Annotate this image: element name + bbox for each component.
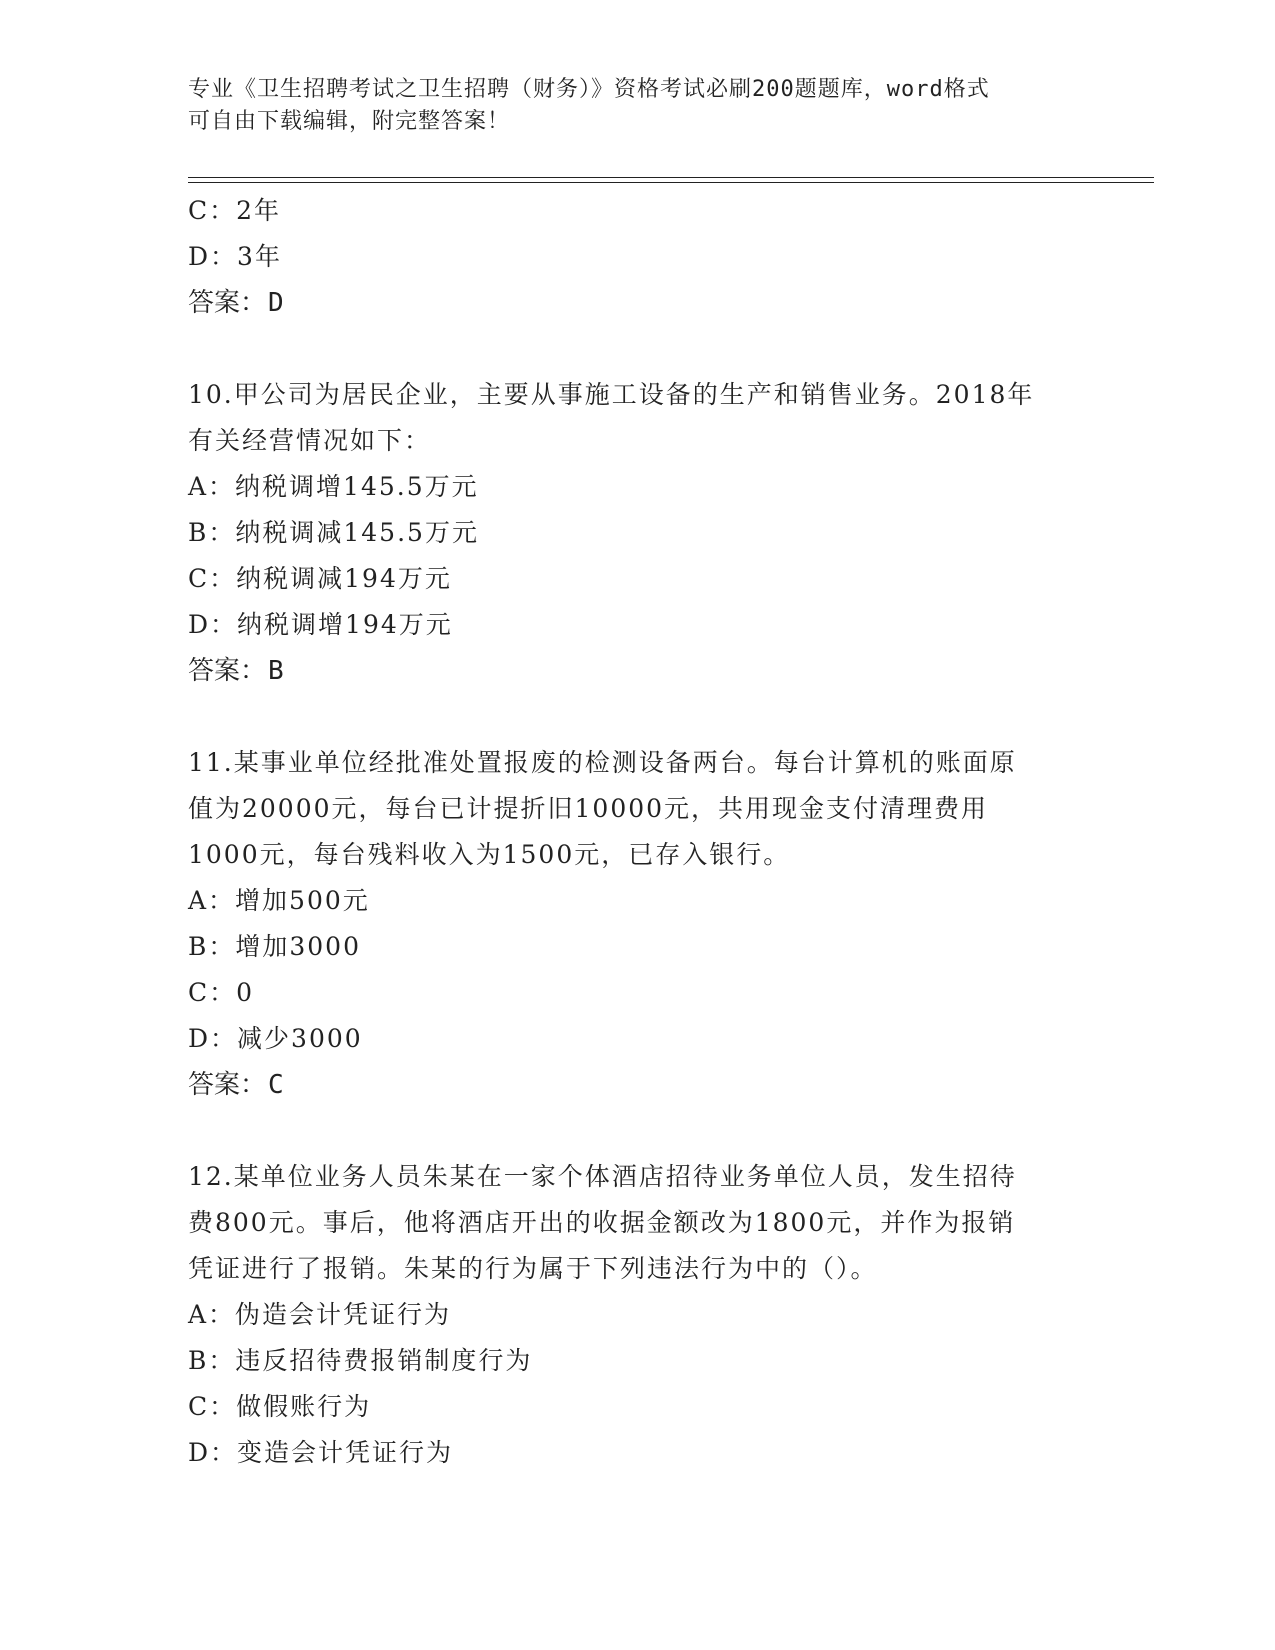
option-c: C：0 <box>188 978 255 1007</box>
spacer <box>188 694 1088 740</box>
answer-label: 答案： <box>188 1070 267 1100</box>
option-a: A：伪造会计凭证行为 <box>188 1300 452 1329</box>
answer-value: B <box>268 656 284 686</box>
answer-line <box>188 648 1088 694</box>
header-rule-bottom <box>188 182 1154 183</box>
question-stem-line: 10.甲公司为居民企业，主要从事施工设备的生产和销售业务。2018年 <box>188 380 1035 409</box>
header-line-1: 专业《卫生招聘考试之卫生招聘（财务）》资格考试必刷200题题库，word格式 <box>188 77 990 102</box>
question-stem-line: 有关经营情况如下： <box>188 426 432 455</box>
option-d: D：3年 <box>188 242 282 271</box>
question-11 <box>188 740 1088 1108</box>
spacer <box>188 326 1088 372</box>
question-stem-line: 凭证进行了报销。朱某的行为属于下列违法行为中的（）。 <box>188 1254 878 1283</box>
option-c: C：2年 <box>188 196 282 225</box>
option-b: B：违反招待费报销制度行为 <box>188 1346 533 1375</box>
option-c: C：做假账行为 <box>188 1392 372 1421</box>
spacer <box>188 1108 1088 1154</box>
answer-line <box>188 1062 1088 1108</box>
header-line-2: 可自由下载编辑，附完整答案！ <box>188 109 511 134</box>
header-rule-top <box>188 177 1154 178</box>
option-d: D：变造会计凭证行为 <box>188 1438 454 1467</box>
option-b: B：纳税调减145.5万元 <box>188 518 479 547</box>
question-stem-line: 费800元。事后，他将酒店开出的收据金额改为1800元，并作为报销 <box>188 1208 1016 1237</box>
answer-line <box>188 280 1088 326</box>
question-stem-line: 11.某事业单位经批准处置报废的检测设备两台。每台计算机的账面原 <box>188 748 1017 777</box>
option-c: C：纳税调减194万元 <box>188 564 452 593</box>
continued-question <box>188 188 1088 326</box>
document-body <box>188 188 1088 1476</box>
option-a: A：增加500元 <box>188 886 370 915</box>
question-12 <box>188 1154 1088 1476</box>
question-10 <box>188 372 1088 694</box>
answer-value: D <box>268 288 284 318</box>
question-stem-line: 12.某单位业务人员朱某在一家个体酒店招待业务单位人员，发生招待 <box>188 1162 1017 1191</box>
option-b: B：增加3000 <box>188 932 361 961</box>
answer-label: 答案： <box>188 656 267 686</box>
question-stem-line: 1000元，每台残料收入为1500元，已存入银行。 <box>188 840 791 869</box>
option-d: D：纳税调增194万元 <box>188 610 453 639</box>
answer-label: 答案： <box>188 288 267 318</box>
question-stem-line: 值为20000元，每台已计提折旧10000元，共用现金支付清理费用 <box>188 794 989 823</box>
option-d: D：减少3000 <box>188 1024 363 1053</box>
answer-value: C <box>268 1070 284 1100</box>
document-header <box>188 74 1068 138</box>
option-a: A：纳税调增145.5万元 <box>188 472 479 501</box>
